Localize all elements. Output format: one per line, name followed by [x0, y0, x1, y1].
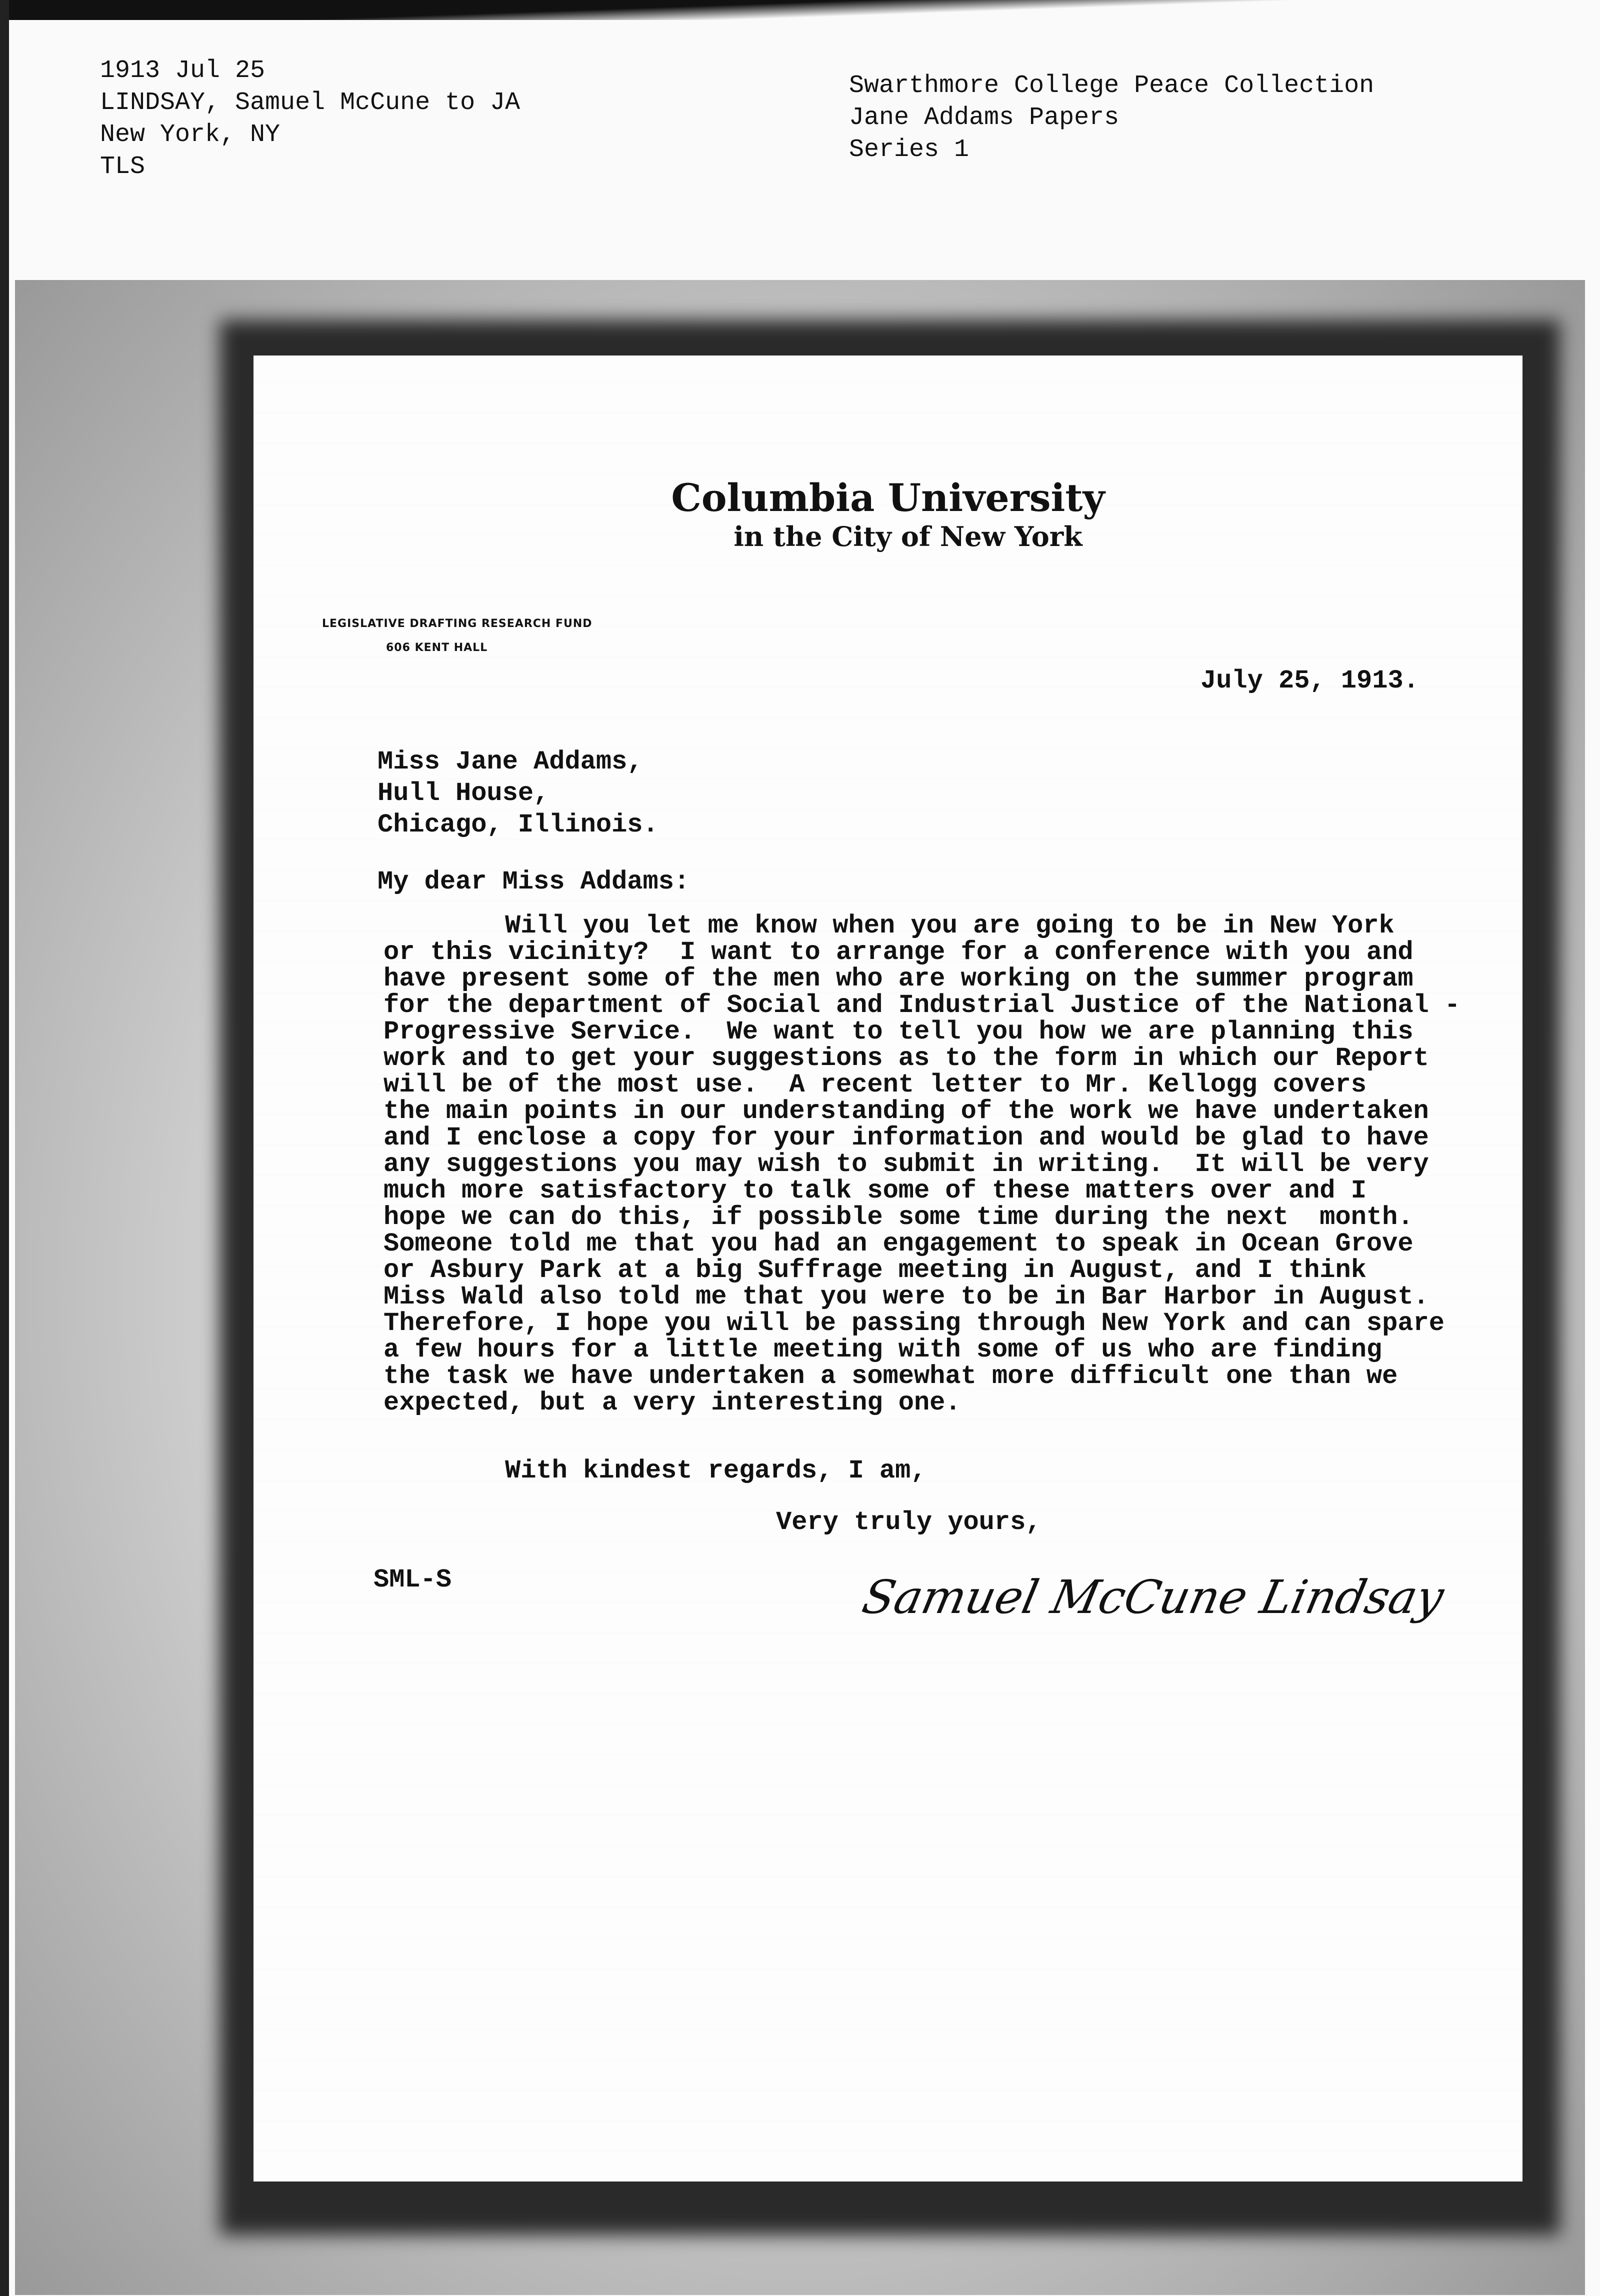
scan-edge-left: [0, 0, 9, 2296]
body-line: expected, but a very interesting one.: [384, 1388, 961, 1418]
body-line: have present some of the men who are working on the summer program: [384, 964, 1414, 994]
letterhead-city: in the City of New York: [734, 520, 1082, 552]
body-line: or this vicinity? I want to arrange for a conference with you and: [384, 938, 1414, 967]
letter-date: July 25, 1913.: [1200, 666, 1419, 696]
body-line: any suggestions you may wish to submit in writing. It will be very: [384, 1150, 1429, 1179]
scan-edge: [0, 0, 1600, 20]
archive-place: New York, NY: [100, 120, 280, 149]
body-line: Will you let me know when you are going to be in New York: [505, 911, 1394, 940]
letter-page: [254, 356, 1522, 2182]
collection-series: Series 1: [849, 136, 970, 164]
archive-correspondents: LINDSAY, Samuel McCune to JA: [100, 88, 520, 117]
letterhead-department: LEGISLATIVE DRAFTING RESEARCH FUND: [322, 618, 592, 630]
body-line: much more satisfactory to talk some of these matters over and I: [384, 1176, 1366, 1206]
address-line: Chicago, Illinois.: [378, 810, 658, 840]
salutation: My dear Miss Addams:: [378, 867, 690, 896]
letterhead-office: 606 KENT HALL: [386, 642, 488, 654]
address-line: Miss Jane Addams,: [378, 747, 643, 776]
letterhead-university: Columbia University: [671, 476, 1105, 520]
body-line: Someone told me that you had an engagement to speak in Ocean Grove: [384, 1229, 1414, 1258]
address-line: Hull House,: [378, 778, 550, 808]
archive-date: 1913 Jul 25: [100, 56, 266, 85]
body-line: for the department of Social and Industrial Justice of the National -: [384, 990, 1460, 1020]
body-line: Therefore, I hope you will be passing through New York and can spare: [384, 1308, 1444, 1338]
body-line: and I enclose a copy for your information and would be glad to have: [384, 1123, 1429, 1152]
typist-initials: SML-S: [374, 1565, 452, 1594]
body-line: the main points in our understanding of the work we have undertaken: [384, 1096, 1429, 1126]
signature: Samuel McCune Lindsay: [858, 1570, 1448, 1624]
collection-name: Swarthmore College Peace Collection: [849, 72, 1374, 100]
body-line: Progressive Service. We want to tell you how we are planning this: [384, 1017, 1414, 1046]
closing: With kindest regards, I am,: [505, 1456, 926, 1486]
body-line: or Asbury Park at a big Suffrage meeting in August, and I think: [384, 1256, 1366, 1285]
body-line: will be of the most use. A recent letter to Mr. Kellogg covers: [384, 1070, 1366, 1100]
body-line: hope we can do this, if possible some time during the next month.: [384, 1202, 1414, 1232]
body-line: the task we have undertaken a somewhat more difficult one than we: [384, 1362, 1398, 1391]
body-line: work and to get your suggestions as to the form in which our Report: [384, 1044, 1429, 1073]
body-line: a few hours for a little meeting with some of us who are finding: [384, 1335, 1382, 1364]
valediction: Very truly yours,: [776, 1508, 1042, 1537]
archive-type: TLS: [100, 152, 146, 181]
collection-papers: Jane Addams Papers: [849, 104, 1120, 132]
body-line: Miss Wald also told me that you were to be in Bar Harbor in August.: [384, 1282, 1429, 1312]
